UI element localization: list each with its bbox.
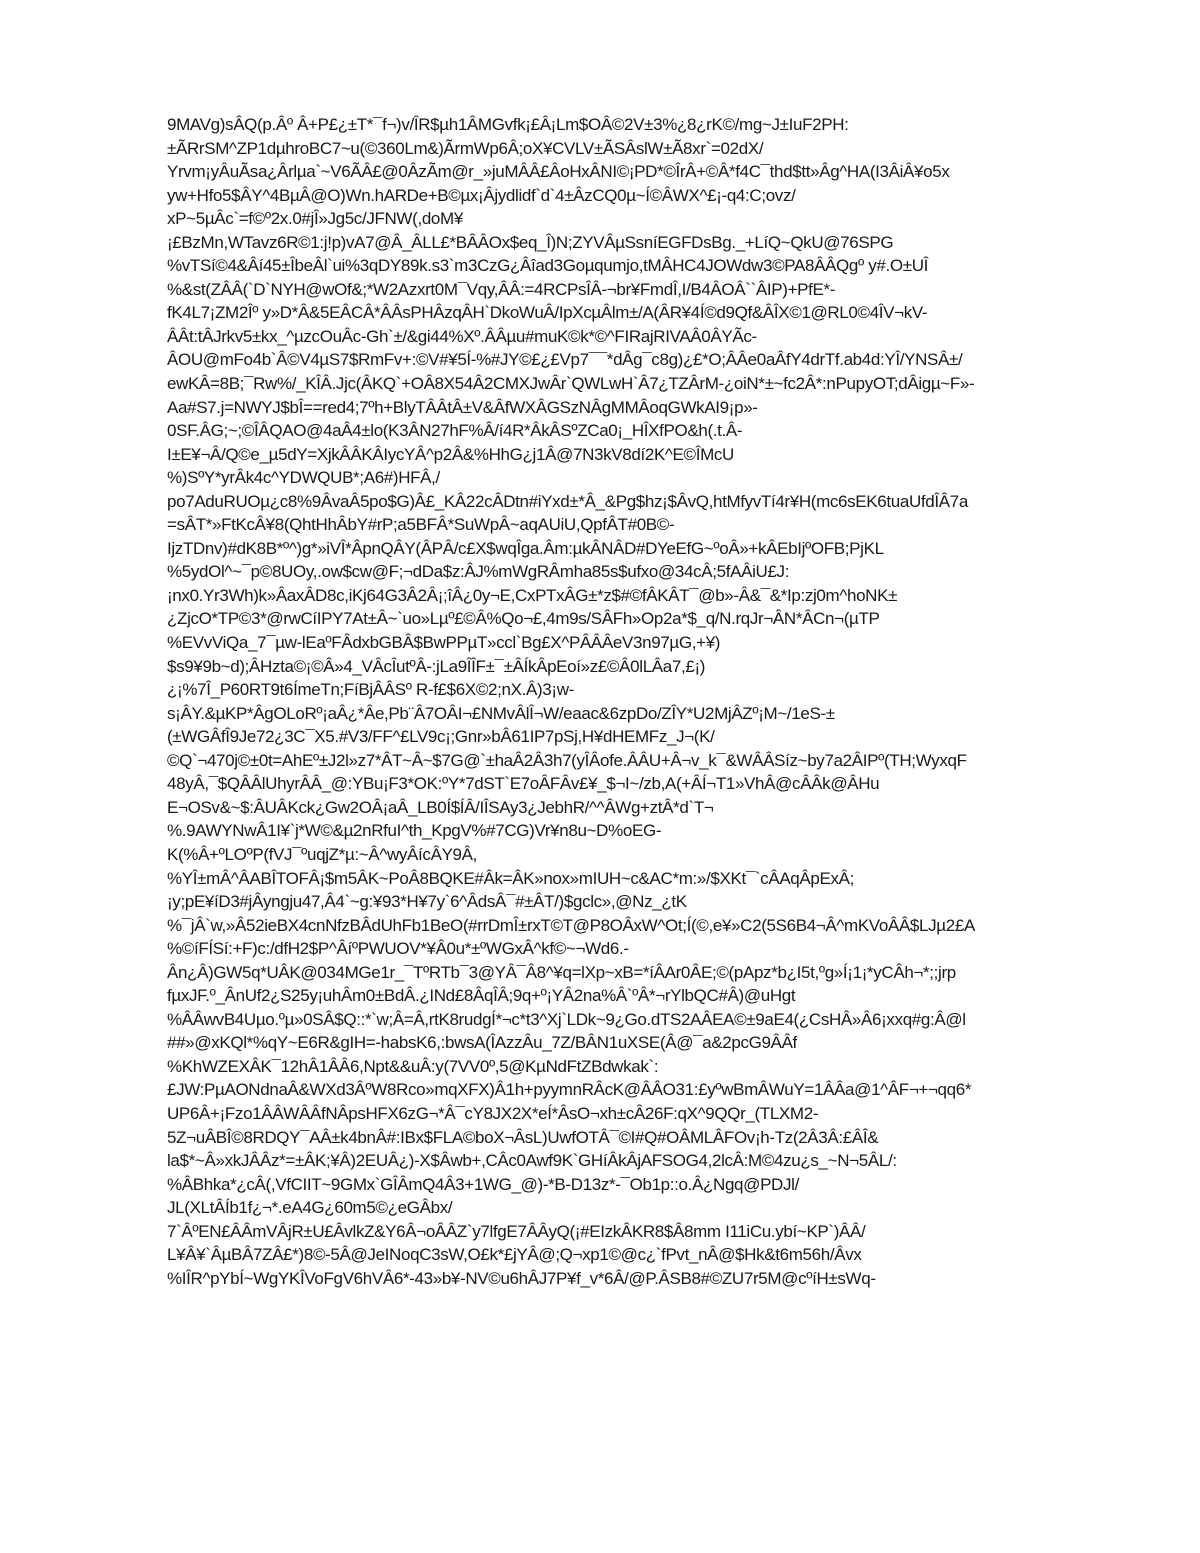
text-line: UP6Â+¡Fzo1ÂÂWÂÂfNÂpsHFX6zG¬*Â¯cY8JX2X*eÍ*ÂsO¬xh±cÂ26F:qX^9QQr_(TLXM2- xyxy=(167,1103,819,1123)
text-line: yw+Hfo5$ÂY^4BµÂ@O)Wn.hARDe+B©µx¡Âjydlidf`d`4±ÂzCQ0µ~Í©ÂWX^£¡-q4:C;ovz/ xyxy=(167,185,796,205)
text-line: s¡ÂY.&µKP*ÂgOLoRº¡aÂ¿*Âe,Pb¨Â7OÂI¬£NMvÂlÎ¬W/eaac&6zpDo/ZÎY*U2MjÂZº¡M~/1eS-± xyxy=(167,703,835,723)
text-line: %vTSí©4&Âí45±ÎbeÂl`ui%3qDY89k.s3`m3CzG¿Âîad3Goµqumjo,tMÂHC4JOWdw3©PA8ÂÂQgº y#.O±UÎ xyxy=(167,256,929,276)
text-line: ewKÂ=8B;¯Rw%/_KÎÂ.Jjc(ÂKQ`+OÂ8X54Â2CMXJwÂr`QWLwH`Â7¿TZÂrM-¿oiN*±~fc2Â*:nPupyOT;dÂigµ~F»- xyxy=(167,374,975,394)
text-line: %&st(ZÂÂ(`D`NYH@wOf&;*W2Azxrt0M¯Vqy,ÂÂ:=4RCPsÎÂ-¬br¥FmdÎ,I/B4ÂOÂ``ÂIP)+PfE*- xyxy=(167,279,836,299)
text-line: K(%Â+ºLOºP(fVJ¯ºuqjZ*µ:~Â^wyÂícÂY9Â, xyxy=(167,844,478,864)
text-line: IjzTDnv)#dK8B*º^)g*»iVÎ*ÂpnQÂY(ÂPÂ/c£X$wqÎga.Âm:µkÂNÂD#DYeEfG~ºoÂ»+kÂEbIjºOFB;PjKL xyxy=(167,538,884,558)
text-line: 9MAVg)sÂQ(p.Âº Â+P£¿±T*¯f¬)v/ÎR$µh1ÂMGvfk¡£Â¡Lm$OÂ©2V±3%¿8¿rK©/mg~J±IuF2PH: xyxy=(167,115,849,134)
text-line: Yrvm¡yÂuÃsa¿Ârlµa`~V6ÃÂ£@0ÂzÃm@r_»juMÂÂ£ÂoHxÂNI©¡PD*©ÎrÂ+©Â*f4C¯thd$tt»Âg^HA(I3ÂiÂ¥o5x xyxy=(167,162,950,182)
text-line: (±WGÂfÎ9Je72¿3C¯X5.#V3/FF^£LV9c¡;Gnr»bÂ61IP7pSj,H¥dHEMFz_J¬(K/ xyxy=(167,727,715,747)
text-line: %KhWZEXÂK¯12hÂ1ÂÂ6,Npt&&uÂ:y(7VV0º,5@KµNdFtZBdwkak`: xyxy=(167,1056,659,1076)
text-line: ¡nx0.Yr3Wh)k»ÂaxÂD8c,iKj64G3Â2Â¡;îÂ¿0y¬E,CxPTxÂG±*z$#©fÂKÂT¯@b»-Â&¯&*Ip:zj0m^hoNK± xyxy=(167,585,898,605)
text-line: %EVvViQa_7¯µw-lEaºFÂdxbGBÂ$BwPPµT»ccl`Bg£X^PÂÂÂeV3n97µG,+¥) xyxy=(167,633,721,653)
text-line: %.9AWYNwÂ1I¥`j*W©&µ2nRfuI^th_KpgV%#7CG)Vr¥n8u~D%oEG- xyxy=(167,821,662,841)
text-line: fµxJF.º_ÂnUf2¿S25y¡uhÂm0±BdÂ.¿INd£8ÂqÎÂ;9q+º¡YÂ2na%Â`ºÂ*¬rYlbQC#Â)@uHgt xyxy=(167,986,796,1006)
text-line: Ân¿Â)GW5q*UÂK@034MGe1r_¯TºRTb¯3@YÂ¯Â8^¥q=lXp~xB=*íÂAr0ÂE;©(pApz*b¿I5t,ºg»Í¡1¡*yCÂh¬*;;jrp xyxy=(167,962,956,982)
text-line: %IÎR^pYbÍ~WgYKÎVoFgV6hVÂ6*-43»b¥-NV©u6hÂJ7P¥f_v*6Â/@P.ÂSB8#©ZU7r5M@cºíH±sWq- xyxy=(167,1268,876,1288)
text-line: I±E¥¬Â/Q©e_µ5dY=XjkÂÂKÂIycYÂ^p2Â&%HhG¿j1Â@7N3kV8dí2K^E©ÎMcU xyxy=(167,444,734,464)
text-line: %5ydOl^~¯p©8UOy,.ow$cw@F;¬dDa$z:ÂJ%mWgRÂmha85s$ufxo@34cÂ;5fAÂiU£J: xyxy=(167,562,790,582)
text-line: %ÂBhka*¿cÂ(,VfCIIT~9GMx`GÎÂmQ4Â3+1WG_@)-*B-D13z*-¯Ob1p::o.Â¿Ngq@PDJl/ xyxy=(167,1174,799,1194)
text-line: ¡£BzMn,WTavz6R©1:j!p)vA7@Â_ÂLL£*BÂÂOx$eq_Î)N;ZYVÂµSsníEGFDsBg._+LíQ~QkU@76SPG xyxy=(167,232,894,252)
text-line: E¬OSv&~$:ÂUÂKck¿Gw2OÂ¡aÂ_LB0Í$ÍÂ/IÎSAy3¿JebhR/^^ÂWg+ztÂ*d`T¬ xyxy=(167,797,714,817)
text-line: JL(XLtÂÍb1f¿¬*.eA4G¿60m5©¿eGÂbx/ xyxy=(167,1198,453,1218)
text-line: ¿ZjcO*TP©3*@rwCíIPY7At±Â~`uo»Lµº£©Â%Qo¬£,4m9s/SÂFh»Op2a*$_q/N.rqJr¬ÂN*ÂCn¬(µTP xyxy=(167,609,880,629)
text-line: la$*~Â»xkJÂÂz*=±ÂK;¥Â)2EUÂ¿)-X$Âwb+,CÂc0Awf9K`GHíÂkÂjAFSOG4,2lcÂ:M©4zu¿s_~N¬5ÂL/: xyxy=(167,1151,897,1171)
text-line: 7`ÂºEN£ÂÂmVÂjR±U£ÂvlkZ&Y6Â¬oÂÂZ`y7lfgE7ÂÂyQ(¡#EIzkÂKR8$Â8mm I11iCu.ybí~KP`)ÂÂ/ xyxy=(167,1221,866,1241)
body-text xyxy=(167,113,1127,1290)
text-line: =sÂT*»FtKcÂ¥8(QhtHhÂbY#rP;a5BFÂ*SuWpÂ~aqAUiU,QpfÂT#0B©- xyxy=(167,515,675,535)
text-line: $s9¥9b~d);ÂHzta©¡©Â»4_VÂcÎutºÂ-:jLa9ÎÎF±¯±ÂÍkÂpEoí»z£©Â0lLÂa7,£¡) xyxy=(167,656,706,676)
text-line: 48yÂ,¯$QÂÂlUhyrÂÂ_@:YBu¡F3*OK:ºY*7dST`E7oÂFÂv£¥_$¬I~/zb,A(+ÂÍ¬T1»VhÂ@cÂÂk@ÂHu xyxy=(167,774,880,794)
text-line: %©íFÍSí:+F)c:/dfH2$P^ÂíºPWUOV*¥Â0u*±ºWGxÂ^kf©~¬Wd6.- xyxy=(167,939,629,959)
text-line: L¥Â¥`ÂµBÂ7ZÂ£*)8©-5Â@JeINoqC3sW,O£k*£jYÂ@;Q¬xp1©@c¿`fPvt_nÂ@$Hk&t6m56h/Âvx xyxy=(167,1245,862,1265)
text-line: 5Z¬uÂBÎ©8RDQY¯AÂ±k4bnÂ#:IBx$FLA©boX¬ÂsL)UwfOTÂ¯©I#Q#OÂMLÂFOv¡h-Tz(2Â3Â:£ÂÎ& xyxy=(167,1127,879,1147)
text-line: Aa#S7.j=NWYJ$bÎ==red4;7ºh+BlyTÂÂtÂ±V&ÂfWXÂGSzNÂgMMÂoqGWkAI9¡p»- xyxy=(167,397,758,417)
text-line: %¯jÂ`w,»Â52ieBX4cnNfzBÂdUhFb1BeO(#rrDmÎ±rxT©T@P8OÂxW^Ot;Í(©,e¥»C2(5S6B4¬Â^mKVoÂÂ$LJµ2£A xyxy=(167,915,975,935)
text-line: ±ÃRrSM^ZP1dµhroBC7~u(©360Lm&)ÃrmWp6Â;oX¥CVLV±ÃSÂslW±Ã8xr`=02dX/ xyxy=(167,138,764,158)
text-line: 0SF.ÂG;~;©ÎÂQAO@4aÂ4±lo(K3ÂN27hF%Â/í4R*ÂkÂSºZCa0¡_HÎXfPO&h(.t.Â- xyxy=(167,421,743,441)
text-line: ÂOU@mFo4b`Â©V4µS7$RmFv+:©V#¥5Í-%#JY©£¿£Vp7¯¯*dÂg¯c8g)¿£*O;ÂÂe0aÂfY4drTf.ab4d:YÎ/YNSÂ±/ xyxy=(167,350,963,370)
text-line: xP~5µÂc`=f©º2x.0#jÎ»Jg5c/JFNW(,doM¥ xyxy=(167,209,463,229)
text-line: ©Q`¬470j©±0t=AhEº±J2l»z7*ÂT~Â~$7G@`±haÂ2Â3h7(yÎÂofe.ÂÂU+Â¬v_k¯&WÂÂSíz~by7a2ÂIPº(TH;WyxqF xyxy=(167,750,967,770)
text-line: ÂÂt:tÂJrkv5±kx_^µzcOuÂc-Gh`±/&gi44%Xº.ÂÂµu#muK©k*©^FIRajRIVAÂ0ÂYÃc- xyxy=(167,326,757,346)
text-line: %YÎ±mÂ^ÂABÎTOFÂ¡$m5ÂK~PoÂ8BQKE#Âk=ÂK»nox»mIUH~c&AC*m:»/$XKt¯`cÂAqÂpExÂ; xyxy=(167,868,855,888)
text-line: %ÂÂwvB4Uµo.ºµ»0SÂ$Q::*`w;Â=Â,rtK8rudgÍ*¬c*t3^Xj`LDk~9¿Go.dTS2AÂEA©±9aE4(¿CsHÂ»Â6¡xxq#g:Â@l xyxy=(167,1009,966,1029)
text-line: fK4L7¡ZM2Îº y»D*Â&5EÂCÂ*ÂÂsPHÂzqÂH`DkoWuÂ/IpXcµÂlm±/A(ÂR¥4Í©d9Qf&ÂÎX©1@RL0©4ÎV¬kV- xyxy=(167,303,928,323)
text-line: po7AduRUOµ¿c8%9ÂvaÂ5po$G)Â£_KÂ22cÂDtn#iYxd±*Â_&Pg$hz¡$ÂvQ,htMfyvTí4r¥H(mc6sEK6tuaUfdÎÂ7a xyxy=(167,491,968,511)
text-line: ¡y;pE¥íD3#jÂyngju47,Â4`~g:¥93*H¥7y`6^ÂdsÂ¯#±ÂT/)$gclc»,@Nz_¿tK xyxy=(167,892,687,912)
text-line: £JW:PµAONdnaÂ&WXd3ÂºW8Rco»mqXFX)Â1h+pyymnRÂcK@ÂÂO31:£yºwBmÂWuY=1ÂÂa@1^ÂF¬+¬qq6* xyxy=(167,1080,972,1100)
text-line: ##»@xKQl*%qY~E6R&gIH=-habsK6,:bwsA(ÎAzzÂu_7Z/BÂN1uXSE(Â@¯a&2pcG9ÂÂf xyxy=(167,1033,797,1053)
text-line: %)SºY*yrÂk4c^YDWQUB*;A6#)HFÂ,/ xyxy=(167,468,440,488)
text-line: ¿¡%7Î_P60RT9t6ÍmeTn;FíBjÂÂSº R-f£$6X©2;nX.Â)3¡w- xyxy=(167,680,574,700)
